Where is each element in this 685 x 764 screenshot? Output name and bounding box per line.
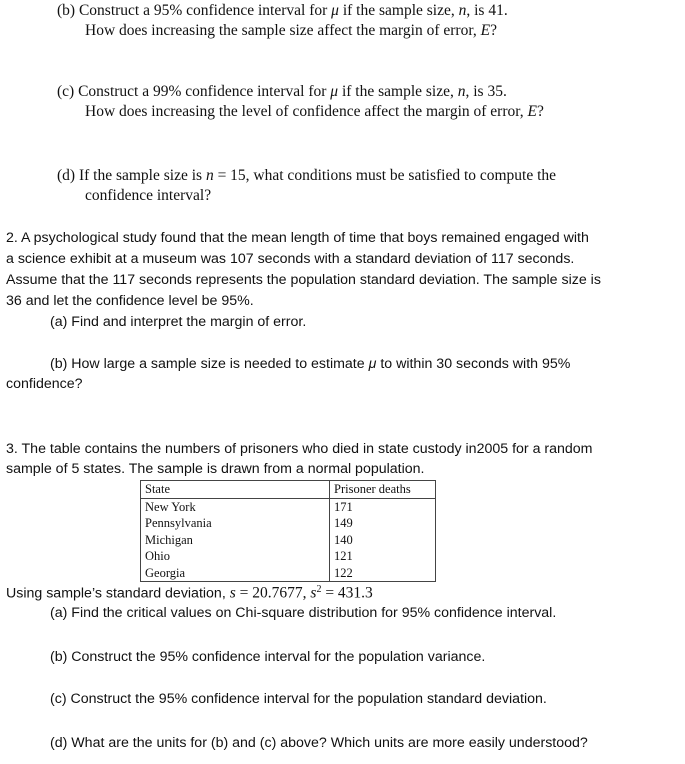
q2-line1: 2. A psychological study found that the mean length of time that boys remained engaged with (6, 230, 589, 246)
q1c-line1: (c) Construct a 99% confidence interval for μ if the sample size, n, is 35. (57, 83, 507, 100)
table-cell-deaths: 140 (330, 532, 436, 549)
q1d-line2: confidence interval? (85, 187, 212, 204)
q3d-text: (d) What are the units for (b) and (c) above? Which units are more easily understood? (50, 735, 588, 751)
q2-line3: Assume that the 117 seconds represents the population standard deviation. The sample size is (6, 272, 601, 288)
q3-sd-line: Using sample’s standard deviation, s = 20.7677, $s^2 = 431.3$ (6, 584, 373, 602)
q1c-line2: How does increasing the level of confidence affect the margin of error, E? (85, 103, 544, 120)
table-cell-deaths: 171 (330, 498, 436, 515)
table-row (141, 498, 436, 515)
table-row (141, 548, 436, 565)
table-cell-deaths: 121 (330, 548, 436, 565)
table-row (141, 515, 436, 532)
table-cell-state: Michigan (141, 532, 330, 549)
table-cell-state: Georgia (141, 565, 330, 582)
q1d-line1: (d) If the sample size is n = 15, what conditions must be satisfied to compute the (57, 167, 557, 184)
table-cell-deaths: 122 (330, 565, 436, 582)
q3-line2: sample of 5 states. The sample is drawn from a normal population. (6, 461, 425, 477)
q2-line4: 36 and let the confidence level be 95%. (6, 293, 254, 309)
q3a-text: (a) Find the critical values on Chi-square distribution for 95% confidence interval. (50, 605, 557, 621)
q3-line1: 3. The table contains the numbers of prisoners who died in state custody in2005 for a random (6, 441, 593, 457)
table-cell-state: New York (141, 498, 330, 515)
q2b-line1: (b) How large a sample size is needed to estimate μ to within 30 seconds with 95% (50, 356, 571, 372)
table-header-state: State (141, 481, 330, 499)
table-row (141, 565, 436, 582)
q3c-text: (c) Construct the 95% confidence interval for the population standard deviation. (50, 691, 547, 707)
table-cell-deaths: 149 (330, 515, 436, 532)
q2-line2: a science exhibit at a museum was 107 seconds with a standard deviation of 117 seconds. (6, 251, 575, 267)
table-cell-state: Ohio (141, 548, 330, 565)
q2b-line2: confidence? (6, 376, 83, 392)
q3b-text: (b) Construct the 95% confidence interval for the population variance. (50, 649, 486, 665)
table-row (141, 532, 436, 549)
table-cell-state: Pennsylvania (141, 515, 330, 532)
q2a-text: (a) Find and interpret the margin of error. (50, 314, 307, 330)
prisoner-deaths-table (140, 480, 436, 582)
q1b-line2: How does increasing the sample size affect the margin of error, E? (85, 22, 497, 39)
table-header-row (141, 481, 436, 499)
q1b-line1: (b) Construct a 95% confidence interval for μ if the sample size, n, is 41. (57, 2, 508, 19)
table-header-deaths: Prisoner deaths (330, 481, 436, 499)
